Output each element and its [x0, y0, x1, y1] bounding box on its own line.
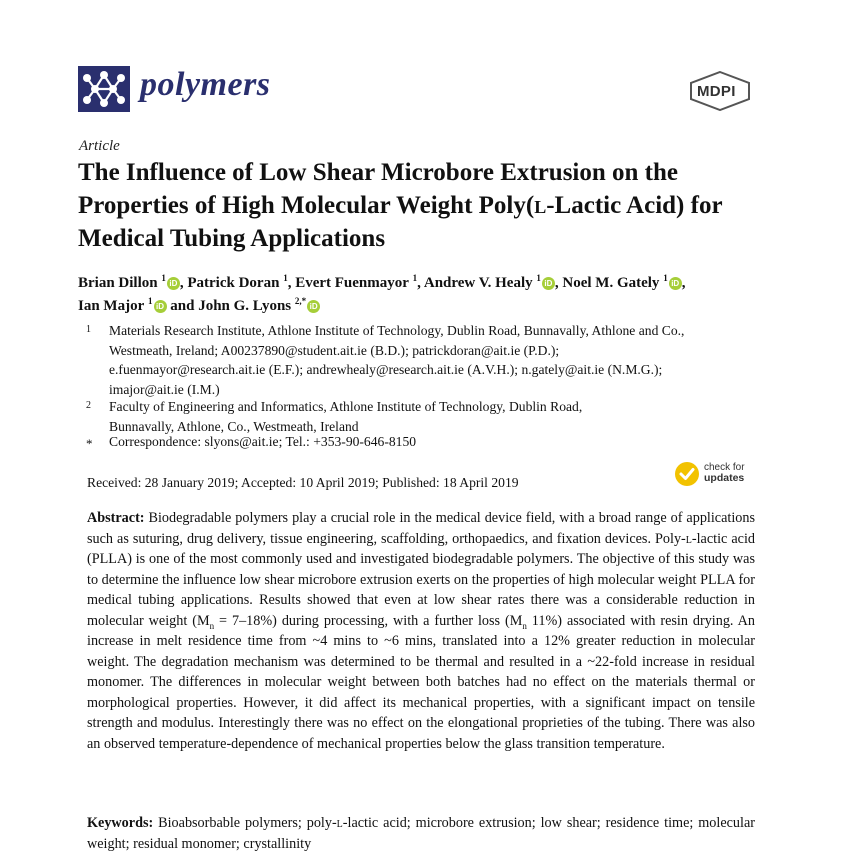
keywords: Keywords: Bioabsorbable polymers; poly-l-lactic acid; microbore extrusion; low shear; residence time; molecular weight; residual monomer; crystallinity	[87, 815, 755, 852]
keywords-label: Keywords:	[87, 815, 154, 831]
orcid-icon[interactable]: iD	[542, 277, 555, 290]
orcid-icon[interactable]: iD	[167, 277, 180, 290]
article-type: Article	[79, 138, 120, 154]
journal-logo-icon	[78, 66, 130, 112]
affiliation-line: e.fuenmayor@research.ait.ie (E.F.); andrewhealy@research.ait.ie (A.V.H.); n.gately@ait.ie (N.M.G.);	[109, 362, 663, 377]
affiliation-2	[109, 397, 769, 436]
page-title: The Influence of Low Shear Microbore Extrusion on the Properties of High Molecular Weight Poly(l-Lactic Acid) for Medical Tubing Applications	[78, 159, 723, 252]
author-name[interactable]: Noel M. Gately	[562, 275, 660, 291]
author-list: Brian Dillon $^1$iD , Patrick Doran $^1$, Evert Fuenmayor $^1$, Andrew V. Healy $^1$iD , Noel M. Gately $^1$iD , Ian Major $^1$iD and John G. Lyons $^{2,*}$iD	[78, 273, 686, 314]
abstract: Abstract: Biodegradable polymers play a crucial role in the medical device field, with a broad range of applications such as suturing, drug delivery, tissue engineering, scaffolding, orthopaedics, and fixation devices. Poly-l-lactic acid (PLLA) is one of the most commonly used and investigated biodegradable polymers. The objective of this study was to determine the influence low shear microbore extrusion exerts on the properties of high molecular weight PLLA for medical tubing applications. Results showed that even at low shear rates there was a considerable reduction in molecular weight $(M_n = 7-18\%)$ during processing, with a further loss ($M_n$ 11%) associated with resin drying. An increase in melt residence time from ~4 mins to ~6 mins, translated into a 12% greater reduction in molecular weight. The degradation mechanism was determined to be thermal and resulted in a ~22-fold increase in residual monomer. The differences in molecular weight between both batches had no effect on the materials thermal or morphological properties. However, it did affect its mechanical properties, with a significant impact on tensile strength and modulus. Interestingly there was no effect on the elongational proprieties of the tubing. There was also an observed temperature-dependence of mechanical properties below the glass transition temperature.	[87, 510, 755, 752]
affiliation-line: Faculty of Engineering and Informatics, Athlone Institute of Technology, Dublin Road,	[109, 399, 583, 414]
affiliation-mark: 1	[86, 324, 91, 335]
author-name[interactable]: Patrick Doran	[187, 275, 280, 291]
publisher-name: MDPI	[697, 83, 736, 100]
affiliation-line: Materials Research Institute, Athlone Institute of Technology, Dublin Road, Bunnavally, Athlone and Co.,	[109, 323, 685, 338]
check-updates-line1: check for	[704, 462, 745, 473]
orcid-icon[interactable]: iD	[669, 277, 682, 290]
abstract-label: Abstract:	[87, 510, 145, 526]
affiliation-1	[109, 321, 769, 399]
affiliation-line: Westmeath, Ireland; A00237890@student.ait.ie (B.D.); patrickdoran@ait.ie (P.D.);	[109, 342, 560, 358]
author-name[interactable]: Andrew V. Healy	[423, 275, 533, 291]
author-name[interactable]: John G. Lyons	[198, 298, 292, 314]
check-for-updates-button[interactable]	[704, 462, 745, 484]
check-updates-line2: updates	[704, 472, 745, 484]
affiliation-line: Bunnavally, Athlone, Co., Westmeath, Ireland	[109, 418, 359, 434]
affiliation-mark: 2	[86, 400, 91, 411]
correspondence	[109, 432, 769, 452]
affiliation-mark: *	[86, 436, 93, 451]
journal-name: polymers	[140, 66, 271, 103]
author-name[interactable]: Evert Fuenmayor	[295, 275, 409, 291]
orcid-icon[interactable]: iD	[307, 300, 320, 313]
publication-dates: Received: 28 January 2019; Accepted: 10 April 2019; Published: 18 April 2019	[87, 475, 519, 490]
orcid-icon[interactable]: iD	[154, 300, 167, 313]
affiliation-line: imajor@ait.ie (I.M.)	[109, 381, 220, 397]
check-for-updates-icon[interactable]	[674, 461, 700, 487]
author-name[interactable]: Brian Dillon	[78, 275, 158, 291]
affiliation-line[interactable]: Correspondence: slyons@ait.ie; Tel.: +353-90-646-8150	[109, 434, 417, 449]
author-name[interactable]: Ian Major	[78, 298, 145, 314]
